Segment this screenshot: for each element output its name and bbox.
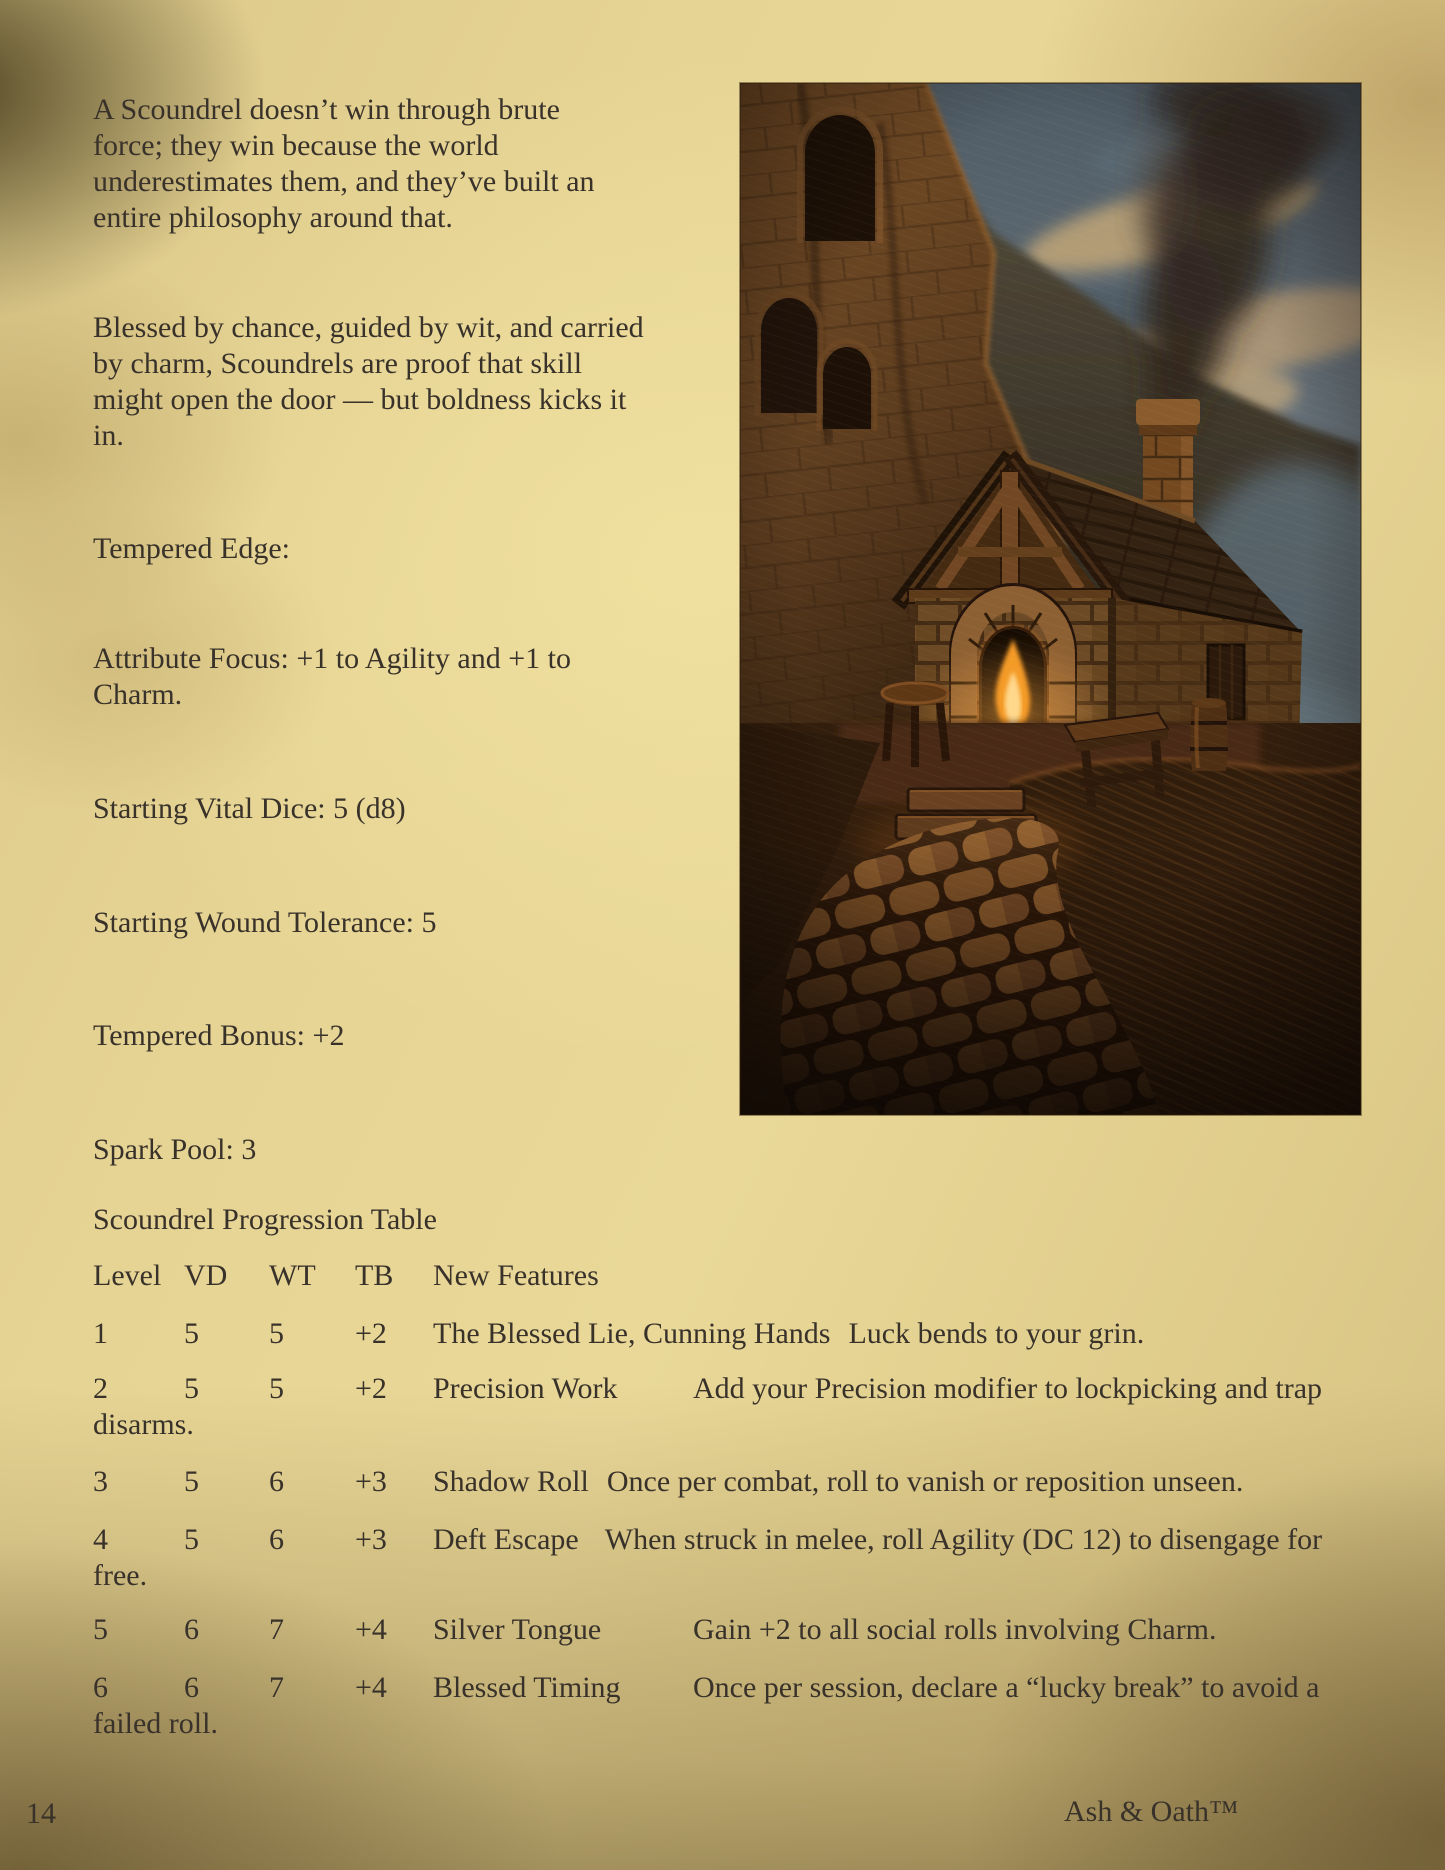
intro-paragraph-2-line-3: might open the door — but boldness kicks it xyxy=(93,383,627,416)
page-number: 14 xyxy=(26,1797,56,1830)
cell-wt: 6 xyxy=(269,1523,284,1556)
intro-paragraph-1-line-3: underestimates them, and they’ve built an xyxy=(93,165,595,198)
tempered-edge-heading-line-1: Tempered Edge: xyxy=(93,532,290,565)
feature-name: The Blessed Lie, Cunning Hands xyxy=(433,1317,831,1350)
brand-footer: Ash & Oath™ xyxy=(1064,1795,1239,1828)
table-header-row xyxy=(93,1258,599,1294)
column-header-new-features: New Features xyxy=(433,1259,599,1292)
feature-description-continued: disarms. xyxy=(93,1408,194,1441)
tempered-bonus-line-1: Tempered Bonus: +2 xyxy=(93,1019,345,1052)
feature-description-continued: failed roll. xyxy=(93,1707,218,1740)
starting-wound-tolerance xyxy=(93,905,436,941)
feature-name: Shadow Roll xyxy=(433,1465,589,1498)
cell-tb: +2 xyxy=(355,1372,387,1405)
table-row-level-3 xyxy=(93,1464,1243,1500)
intro-paragraph-2-line-2: by charm, Scoundrels are proof that skill xyxy=(93,347,583,380)
table-row-level-4 xyxy=(93,1522,1322,1594)
cell-vd: 5 xyxy=(184,1523,199,1556)
cell-level: 2 xyxy=(93,1372,108,1405)
feature-name: Precision Work xyxy=(433,1372,618,1405)
hearth-cottage-painting xyxy=(740,83,1361,1115)
cell-tb: +4 xyxy=(355,1671,387,1704)
intro-paragraph-2-line-1: Blessed by chance, guided by wit, and carried xyxy=(93,311,644,344)
cell-tb: +3 xyxy=(355,1465,387,1498)
spark-pool xyxy=(93,1132,256,1168)
cell-wt: 7 xyxy=(269,1613,284,1646)
vignette xyxy=(740,83,1361,1115)
starting-vital-dice-line-1: Starting Vital Dice: 5 (d8) xyxy=(93,792,406,825)
cell-level: 6 xyxy=(93,1671,108,1704)
intro-paragraph-1 xyxy=(93,92,595,236)
cell-vd: 5 xyxy=(184,1465,199,1498)
attribute-focus-line-1: Attribute Focus: +1 to Agility and +1 to xyxy=(93,642,571,675)
feature-name: Silver Tongue xyxy=(433,1613,602,1646)
table-row-level-6 xyxy=(93,1670,1319,1742)
feature-name: Blessed Timing xyxy=(433,1671,621,1704)
feature-description: Once per combat, roll to vanish or reposition unseen. xyxy=(606,1465,1244,1498)
attribute-focus xyxy=(93,641,571,713)
cell-wt: 6 xyxy=(269,1465,284,1498)
cell-wt: 5 xyxy=(269,1317,284,1350)
feature-description: Add your Precision modifier to lockpicking and trap xyxy=(693,1372,1323,1405)
starting-wound-tolerance-line-1: Starting Wound Tolerance: 5 xyxy=(93,906,437,939)
column-header-level: Level xyxy=(93,1259,162,1292)
cell-level: 3 xyxy=(93,1465,108,1498)
column-header-vd: VD xyxy=(184,1259,228,1292)
table-row-level-2 xyxy=(93,1371,1322,1443)
intro-paragraph-1-line-4: entire philosophy around that. xyxy=(93,201,453,234)
cell-tb: +2 xyxy=(355,1317,387,1350)
cell-level: 1 xyxy=(93,1317,108,1350)
progression-table-title xyxy=(93,1202,437,1238)
column-header-wt: WT xyxy=(269,1259,316,1292)
feature-description: When struck in melee, roll Agility (DC 12) to disengage for xyxy=(604,1523,1323,1556)
feature-description: Once per session, declare a “lucky break” to avoid a xyxy=(693,1671,1320,1704)
progression-table-title-line-1: Scoundrel Progression Table xyxy=(93,1203,437,1236)
spark-pool-line-1: Spark Pool: 3 xyxy=(93,1133,257,1166)
attribute-focus-line-2: Charm. xyxy=(93,678,183,711)
intro-paragraph-1-line-2: force; they win because the world xyxy=(93,129,499,162)
cell-wt: 5 xyxy=(269,1372,284,1405)
feature-description: Gain +2 to all social rolls involving Charm. xyxy=(693,1613,1217,1646)
feature-description: Luck bends to your grin. xyxy=(848,1317,1145,1350)
cell-vd: 6 xyxy=(184,1671,199,1704)
table-row-level-1 xyxy=(93,1316,1144,1352)
tempered-edge-heading xyxy=(93,531,290,567)
cell-level: 4 xyxy=(93,1523,108,1556)
feature-description-continued: free. xyxy=(93,1559,148,1592)
table-row-level-5 xyxy=(93,1612,1217,1648)
feature-name: Deft Escape xyxy=(433,1523,579,1556)
cell-tb: +4 xyxy=(355,1613,387,1646)
column-header-tb: TB xyxy=(355,1259,394,1292)
cell-wt: 7 xyxy=(269,1671,284,1704)
cell-tb: +3 xyxy=(355,1523,387,1556)
starting-vital-dice xyxy=(93,791,406,827)
cell-vd: 6 xyxy=(184,1613,199,1646)
intro-paragraph-1-line-1: A Scoundrel doesn’t win through brute xyxy=(93,93,560,126)
cell-vd: 5 xyxy=(184,1372,199,1405)
cell-level: 5 xyxy=(93,1613,108,1646)
tempered-bonus xyxy=(93,1018,344,1054)
cell-vd: 5 xyxy=(184,1317,199,1350)
intro-paragraph-2-line-4: in. xyxy=(93,419,124,452)
intro-paragraph-2 xyxy=(93,310,644,454)
